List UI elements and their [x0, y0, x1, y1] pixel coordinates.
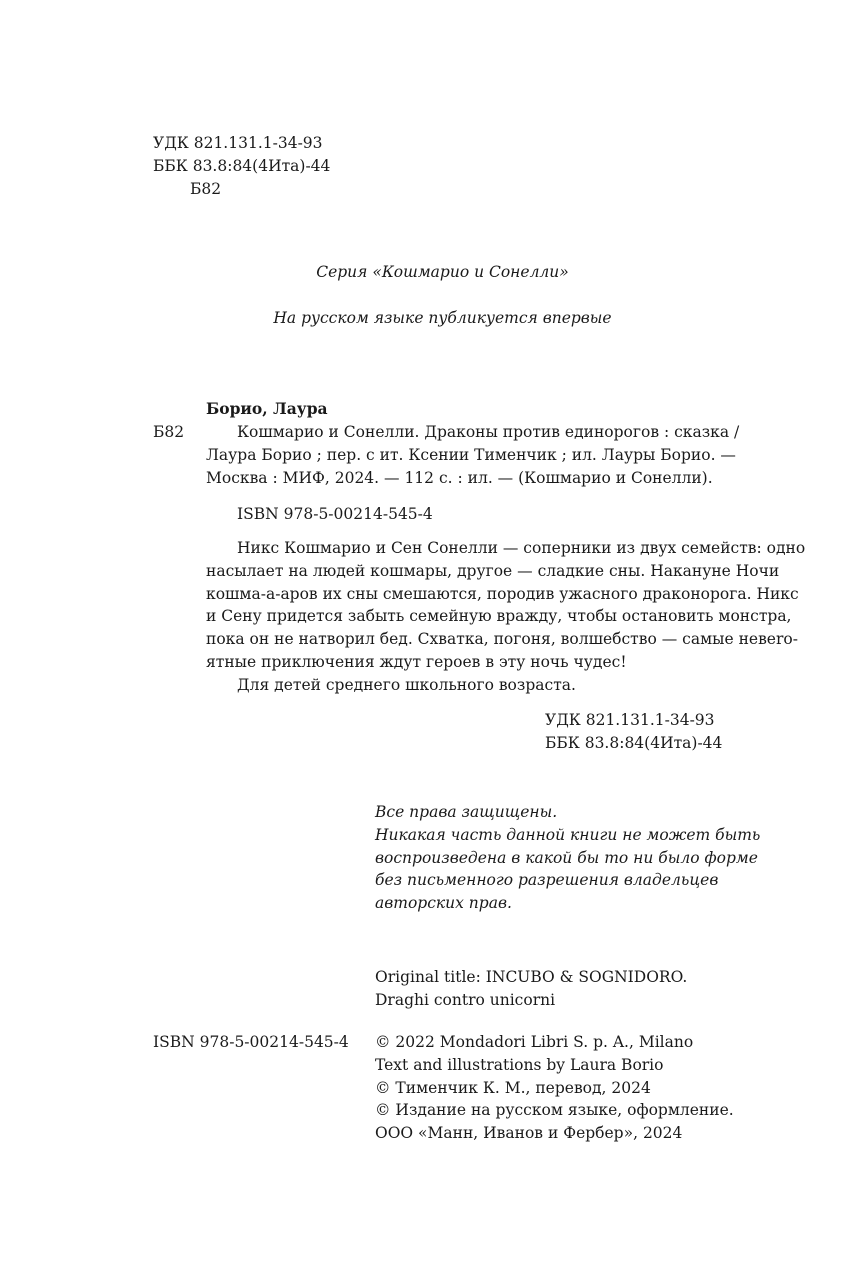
first-publication-note: На русском языке публикуется впервые [273, 309, 612, 327]
catalog-description-line: Лаура Борио ; пер. с ит. Ксении Тименчик ; ил. Лауры Борио. — [206, 445, 736, 464]
catalog-description-line: Кошмарио и Сонелли. Драконы против единорогов : сказка / [237, 423, 740, 441]
catalog-bbk-code: ББК 83.8:84(4Ита)-44 [545, 734, 723, 752]
catalog-shelf-mark: Б82 [153, 423, 185, 441]
annotation-line: пока он не натворил бед. Схватка, погоня, волшебство — самые невero- [206, 630, 798, 649]
copyright-line: ООО «Манн, Иванов и Фербер», 2024 [375, 1124, 683, 1143]
catalog-udk-code: УДК 821.131.1-34-93 [545, 711, 715, 729]
top-udk-code: УДК 821.131.1-34-93 [153, 134, 323, 152]
bottom-isbn: ISBN 978-5-00214-545-4 [153, 1033, 349, 1051]
rights-line: воспроизведена в какой бы то ни было форме [375, 848, 758, 867]
catalog-annotation [206, 537, 806, 697]
annotation-line: и Сену придется забыть семейную вражду, чтобы остановить монстра, [206, 607, 792, 626]
catalog-description-line: Москва : МИФ, 2024. — 112 с. : ил. — (Кошмарио и Сонелли). [206, 468, 713, 487]
rights-notice [375, 801, 761, 915]
copyright-line: © Издание на русском языке, оформление. [375, 1101, 734, 1120]
series-title: Серия «Кошмарио и Сонелли» [316, 263, 569, 281]
catalog-description [206, 421, 740, 489]
original-title-line: Draghi contro unicorni [375, 990, 556, 1009]
top-author-mark: Б82 [190, 180, 222, 198]
rights-line: авторских прав. [375, 894, 512, 913]
copyright-line: Text and illustrations by Laura Borio [375, 1055, 664, 1074]
original-title-line: Original title: INCUBO & SOGNIDORO. [375, 968, 688, 986]
copyright-line: © 2022 Mondadori Libri S. p. A., Milano [375, 1033, 694, 1051]
annotation-line: ятные приключения ждут героев в эту ночь чудес! [206, 652, 627, 671]
copyright-block [375, 1031, 755, 1145]
age-note: Для детей среднего школьного возраста. [237, 675, 576, 694]
top-bbk-code: ББК 83.8:84(4Ита)-44 [153, 157, 331, 175]
rights-line: Все права защищены. [375, 803, 558, 821]
annotation-line: насылает на людей кошмары, другое — сладкие сны. Накануне Ночи [206, 561, 780, 580]
copyright-line: © Тименчик К. М., перевод, 2024 [375, 1078, 651, 1097]
annotation-line: Никс Кошмарио и Сен Сонелли — соперники из двух семейств: одно [237, 539, 806, 557]
catalog-isbn: ISBN 978-5-00214-545-4 [237, 505, 433, 523]
annotation-line: кошма-а-аров их сны смешаются, породив ужасного драконорога. Никс [206, 584, 799, 603]
original-title [375, 966, 755, 1012]
rights-line: Никакая часть данной книги не может быть [375, 825, 761, 844]
catalog-author-heading: Борио, Лаура [206, 399, 328, 418]
rights-line: без письменного разрешения владельцев [375, 871, 719, 890]
